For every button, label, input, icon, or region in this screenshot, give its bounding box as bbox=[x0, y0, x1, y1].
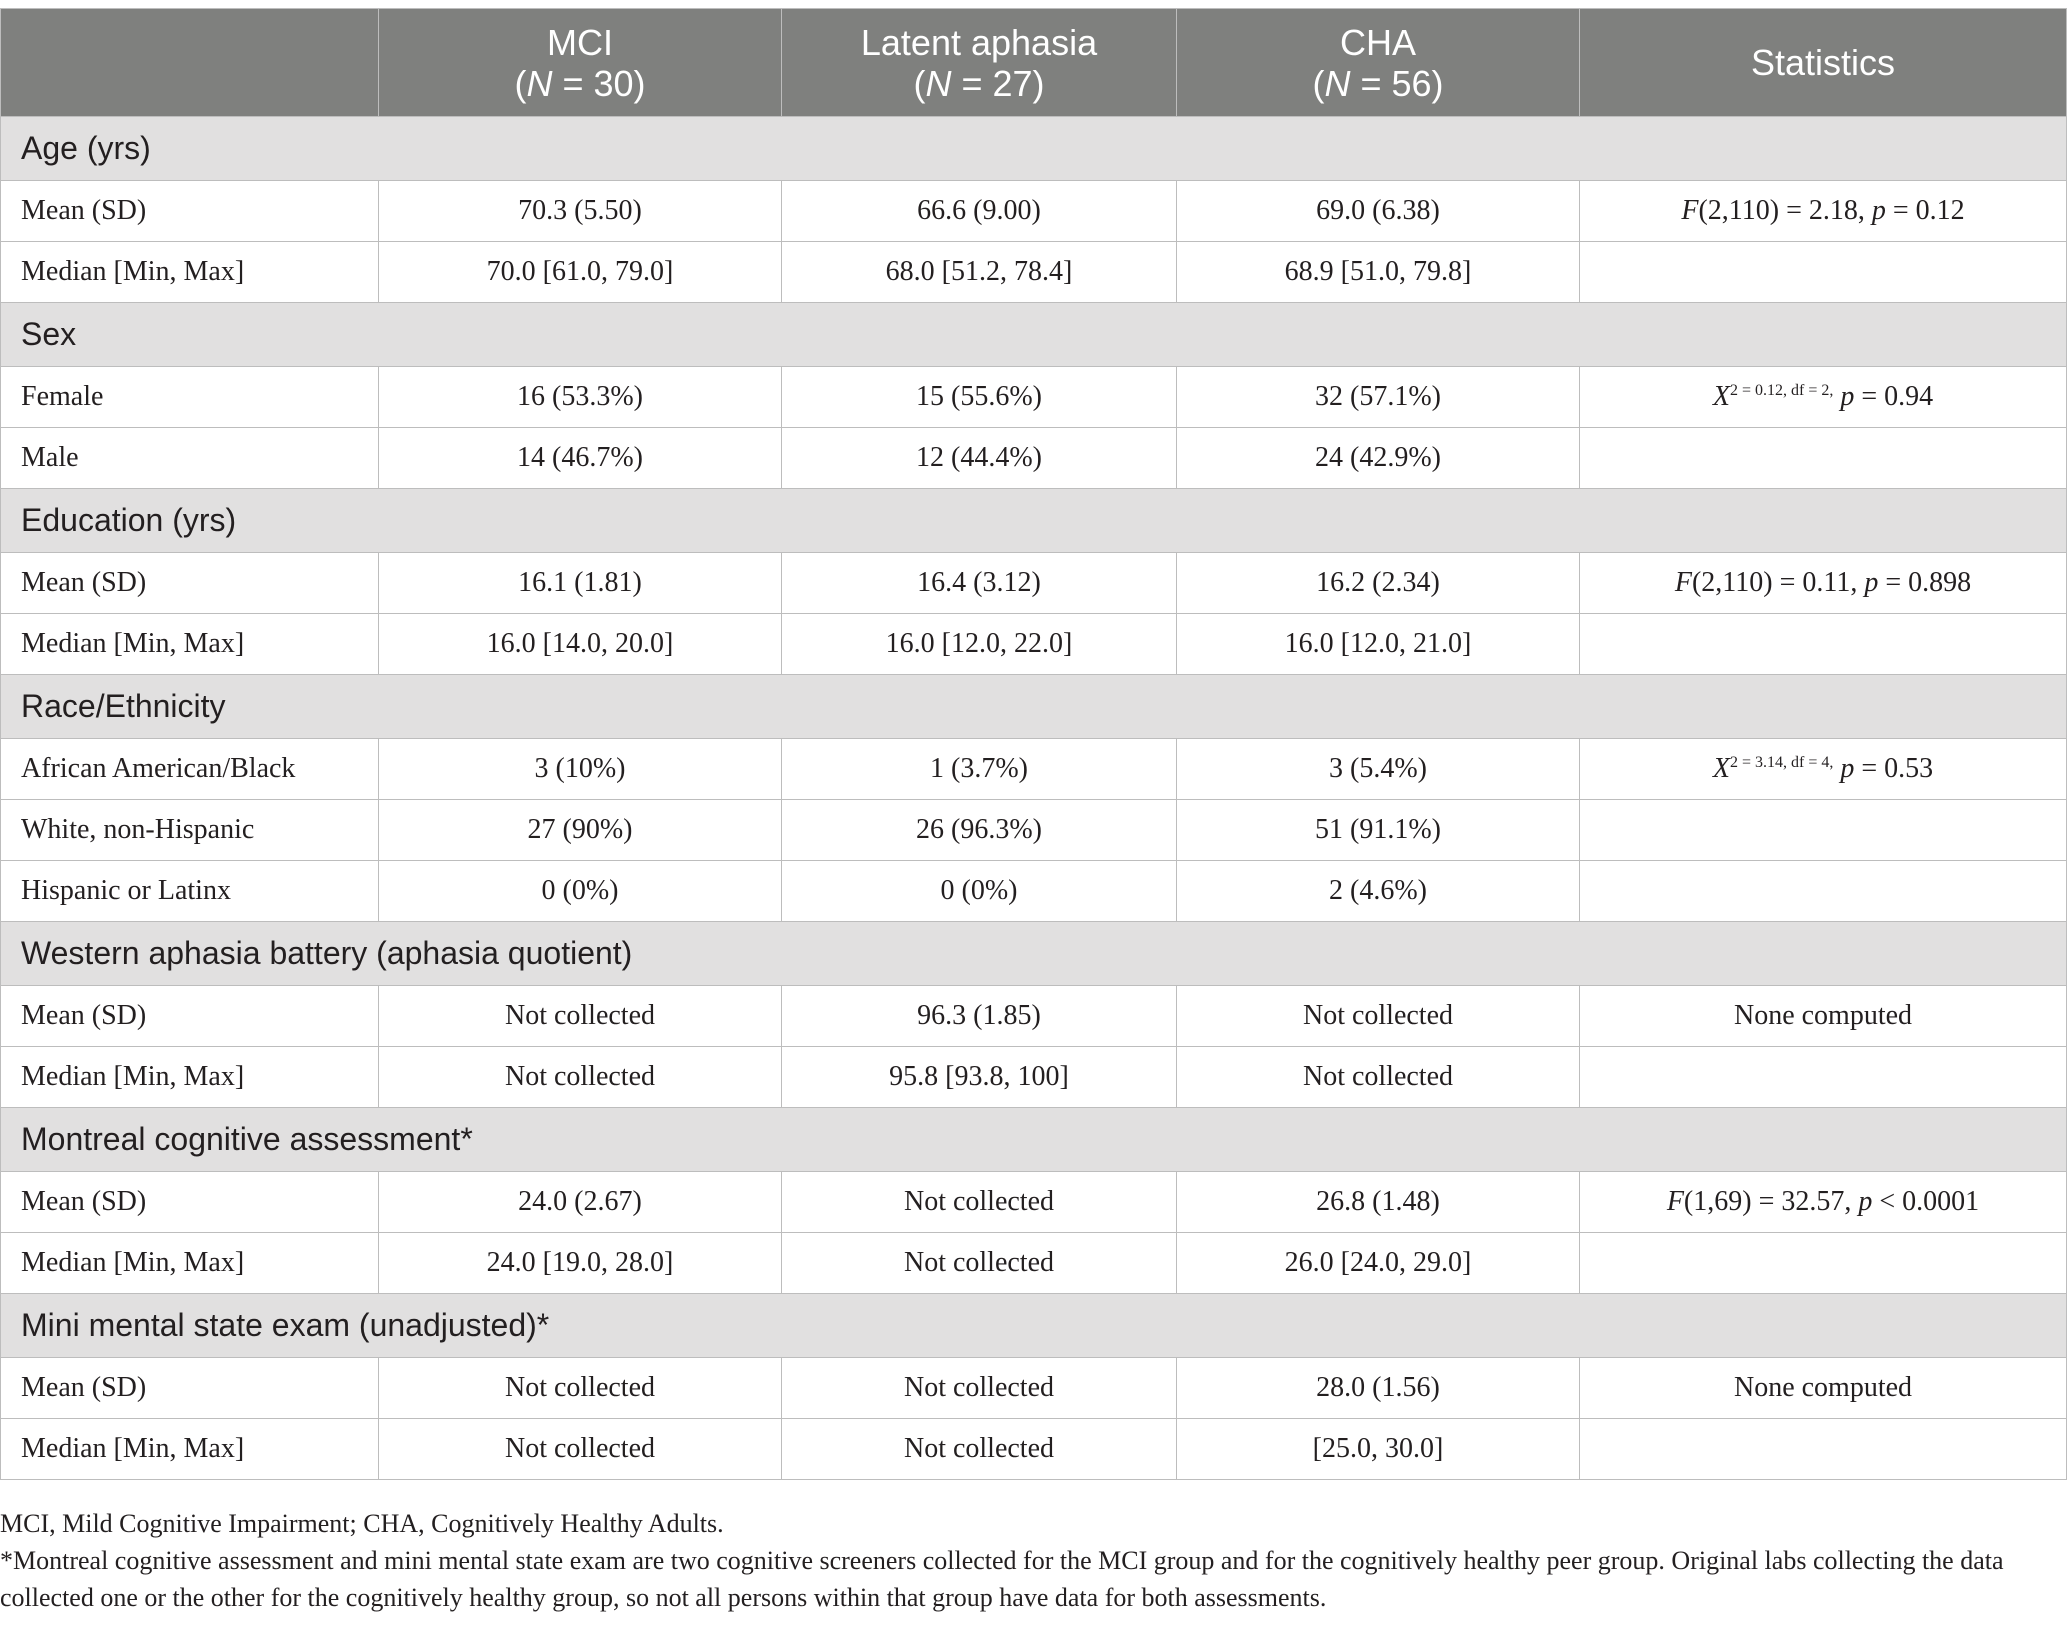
header-row bbox=[1, 9, 2067, 117]
table-row bbox=[1, 428, 2067, 489]
cell-latent: Not collected bbox=[782, 1233, 1177, 1294]
stat-superscript: 2 = 3.14, df = 4, bbox=[1729, 754, 1834, 771]
row-label: Median [Min, Max] bbox=[1, 1233, 379, 1294]
row-label: Median [Min, Max] bbox=[1, 1419, 379, 1480]
table-row bbox=[1, 1047, 2067, 1108]
header-mci-n-var: N bbox=[526, 62, 553, 104]
stat-symbol: F bbox=[1666, 1186, 1684, 1217]
stat-superscript: 2 = 0.12, df = 2, bbox=[1729, 382, 1834, 399]
cell-latent: 15 (55.6%) bbox=[782, 367, 1177, 428]
cell-cha: 51 (91.1%) bbox=[1177, 800, 1580, 861]
cell-latent: Not collected bbox=[782, 1419, 1177, 1480]
cell-statistics bbox=[1580, 614, 2067, 675]
section-title: Mini mental state exam (unadjusted)* bbox=[1, 1294, 2067, 1358]
cell-mci: Not collected bbox=[379, 986, 782, 1047]
cell-statistics bbox=[1580, 553, 2067, 614]
cell-mci: Not collected bbox=[379, 1358, 782, 1419]
stat-symbol: X bbox=[1712, 381, 1730, 412]
cell-mci: Not collected bbox=[379, 1047, 782, 1108]
section-mmse bbox=[1, 1294, 2067, 1358]
cell-statistics bbox=[1580, 1172, 2067, 1233]
header-cha-n-var: N bbox=[1324, 62, 1351, 104]
section-title: Montreal cognitive assessment* bbox=[1, 1108, 2067, 1172]
table-row bbox=[1, 800, 2067, 861]
stat-p-value: = 0.898 bbox=[1878, 567, 1972, 598]
cell-mci: 16 (53.3%) bbox=[379, 367, 782, 428]
cell-latent: 16.4 (3.12) bbox=[782, 553, 1177, 614]
row-label: Mean (SD) bbox=[1, 553, 379, 614]
section-age bbox=[1, 117, 2067, 181]
section-title: Sex bbox=[1, 303, 2067, 367]
cell-cha: 2 (4.6%) bbox=[1177, 861, 1580, 922]
cell-statistics bbox=[1580, 181, 2067, 242]
cell-statistics bbox=[1580, 428, 2067, 489]
footnote-asterisk: *Montreal cognitive assessment and mini mental state exam are two cognitive screeners collected for the MCI group and for the cognitively healthy peer group. Original labs collecting the data collected one or the other for the cognitively healthy group, so not all persons within that group have data for both assessments. bbox=[0, 1546, 2004, 1612]
stat-p-symbol: p bbox=[1840, 381, 1855, 412]
header-mci-n-open: ( bbox=[514, 62, 527, 104]
row-label: Male bbox=[1, 428, 379, 489]
cell-mci: 27 (90%) bbox=[379, 800, 782, 861]
stat-p-value: = 0.12 bbox=[1885, 195, 1965, 226]
cell-cha: Not collected bbox=[1177, 986, 1580, 1047]
cell-mci: 3 (10%) bbox=[379, 739, 782, 800]
stat-symbol: F bbox=[1674, 567, 1692, 598]
row-label: Mean (SD) bbox=[1, 1358, 379, 1419]
stat-p-value: = 0.94 bbox=[1854, 381, 1934, 412]
demographics-table bbox=[0, 8, 2067, 1480]
cell-latent: 66.6 (9.00) bbox=[782, 181, 1177, 242]
cell-latent: 68.0 [51.2, 78.4] bbox=[782, 242, 1177, 303]
cell-statistics bbox=[1580, 1419, 2067, 1480]
cell-mci: 0 (0%) bbox=[379, 861, 782, 922]
cell-cha: [25.0, 30.0] bbox=[1177, 1419, 1580, 1480]
row-label: Median [Min, Max] bbox=[1, 614, 379, 675]
table-row bbox=[1, 367, 2067, 428]
cell-mci: 24.0 (2.67) bbox=[379, 1172, 782, 1233]
cell-latent: 95.8 [93.8, 100] bbox=[782, 1047, 1177, 1108]
row-label: Hispanic or Latinx bbox=[1, 861, 379, 922]
stat-p-symbol: p bbox=[1858, 1186, 1873, 1217]
row-label: Mean (SD) bbox=[1, 986, 379, 1047]
table-row bbox=[1, 1233, 2067, 1294]
stat-symbol: F bbox=[1681, 195, 1699, 226]
cell-latent: 16.0 [12.0, 22.0] bbox=[782, 614, 1177, 675]
cell-statistics bbox=[1580, 739, 2067, 800]
table-row bbox=[1, 181, 2067, 242]
cell-mci: 70.0 [61.0, 79.0] bbox=[379, 242, 782, 303]
cell-statistics: None computed bbox=[1580, 1358, 2067, 1419]
header-blank bbox=[1, 9, 379, 117]
row-label: African American/Black bbox=[1, 739, 379, 800]
table-footnotes bbox=[0, 1505, 2040, 1616]
cell-cha: 28.0 (1.56) bbox=[1177, 1358, 1580, 1419]
cell-mci: 24.0 [19.0, 28.0] bbox=[379, 1233, 782, 1294]
cell-statistics: None computed bbox=[1580, 986, 2067, 1047]
cell-latent: 26 (96.3%) bbox=[782, 800, 1177, 861]
table-row bbox=[1, 242, 2067, 303]
table-row bbox=[1, 739, 2067, 800]
cell-mci: Not collected bbox=[379, 1419, 782, 1480]
cell-statistics bbox=[1580, 242, 2067, 303]
cell-cha: Not collected bbox=[1177, 1047, 1580, 1108]
stat-p-value: < 0.0001 bbox=[1872, 1186, 1980, 1217]
stat-p-symbol: p bbox=[1864, 567, 1879, 598]
section-moca bbox=[1, 1108, 2067, 1172]
cell-cha: 68.9 [51.0, 79.8] bbox=[1177, 242, 1580, 303]
row-label: Female bbox=[1, 367, 379, 428]
cell-cha: 24 (42.9%) bbox=[1177, 428, 1580, 489]
cell-cha: 69.0 (6.38) bbox=[1177, 181, 1580, 242]
header-latent-aphasia bbox=[782, 9, 1177, 117]
section-wab bbox=[1, 922, 2067, 986]
section-education bbox=[1, 489, 2067, 553]
cell-statistics bbox=[1580, 1047, 2067, 1108]
section-race bbox=[1, 675, 2067, 739]
cell-latent: 12 (44.4%) bbox=[782, 428, 1177, 489]
cell-cha: 32 (57.1%) bbox=[1177, 367, 1580, 428]
header-cha-name: CHA bbox=[1339, 21, 1416, 63]
cell-mci: 14 (46.7%) bbox=[379, 428, 782, 489]
cell-latent: 1 (3.7%) bbox=[782, 739, 1177, 800]
stat-value: (1,69) = 32.57, bbox=[1683, 1186, 1859, 1217]
header-cha-n: = 56) bbox=[1350, 62, 1444, 104]
table-row bbox=[1, 986, 2067, 1047]
stat-p-symbol: p bbox=[1840, 753, 1855, 784]
table-row bbox=[1, 614, 2067, 675]
cell-mci: 70.3 (5.50) bbox=[379, 181, 782, 242]
cell-cha: 26.8 (1.48) bbox=[1177, 1172, 1580, 1233]
table-row bbox=[1, 1419, 2067, 1480]
row-label: Mean (SD) bbox=[1, 1172, 379, 1233]
row-label: Mean (SD) bbox=[1, 181, 379, 242]
cell-latent: 96.3 (1.85) bbox=[782, 986, 1177, 1047]
cell-statistics bbox=[1580, 367, 2067, 428]
stat-symbol: X bbox=[1712, 753, 1730, 784]
cell-cha: 16.2 (2.34) bbox=[1177, 553, 1580, 614]
section-title: Western aphasia battery (aphasia quotient) bbox=[1, 922, 2067, 986]
footnote-abbreviations: MCI, Mild Cognitive Impairment; CHA, Cognitively Healthy Adults. bbox=[0, 1509, 724, 1538]
row-label: White, non-Hispanic bbox=[1, 800, 379, 861]
table-row bbox=[1, 861, 2067, 922]
cell-mci: 16.1 (1.81) bbox=[379, 553, 782, 614]
cell-cha: 3 (5.4%) bbox=[1177, 739, 1580, 800]
header-latent-n-var: N bbox=[925, 62, 952, 104]
stat-p-value: = 0.53 bbox=[1854, 753, 1934, 784]
header-latent-n: = 27) bbox=[951, 62, 1045, 104]
header-mci-n: = 30) bbox=[552, 62, 646, 104]
header-cha bbox=[1177, 9, 1580, 117]
stat-value: (2,110) = 2.18, bbox=[1698, 195, 1872, 226]
section-title: Education (yrs) bbox=[1, 489, 2067, 553]
table-row bbox=[1, 553, 2067, 614]
cell-cha: 26.0 [24.0, 29.0] bbox=[1177, 1233, 1580, 1294]
header-cha-n-open: ( bbox=[1312, 62, 1325, 104]
cell-latent: Not collected bbox=[782, 1358, 1177, 1419]
cell-cha: 16.0 [12.0, 21.0] bbox=[1177, 614, 1580, 675]
row-label: Median [Min, Max] bbox=[1, 1047, 379, 1108]
row-label: Median [Min, Max] bbox=[1, 242, 379, 303]
cell-latent: Not collected bbox=[782, 1172, 1177, 1233]
header-statistics: Statistics bbox=[1580, 9, 2067, 117]
section-title: Age (yrs) bbox=[1, 117, 2067, 181]
header-latent-name: Latent aphasia bbox=[860, 21, 1098, 63]
cell-mci: 16.0 [14.0, 20.0] bbox=[379, 614, 782, 675]
stat-p-symbol: p bbox=[1871, 195, 1886, 226]
cell-statistics bbox=[1580, 861, 2067, 922]
table-row bbox=[1, 1172, 2067, 1233]
section-title: Race/Ethnicity bbox=[1, 675, 2067, 739]
header-latent-n-open: ( bbox=[913, 62, 926, 104]
section-sex bbox=[1, 303, 2067, 367]
table-row bbox=[1, 1358, 2067, 1419]
stat-value: (2,110) = 0.11, bbox=[1691, 567, 1865, 598]
header-mci-name: MCI bbox=[547, 21, 613, 63]
cell-statistics bbox=[1580, 1233, 2067, 1294]
header-mci bbox=[379, 9, 782, 117]
cell-latent: 0 (0%) bbox=[782, 861, 1177, 922]
cell-statistics bbox=[1580, 800, 2067, 861]
